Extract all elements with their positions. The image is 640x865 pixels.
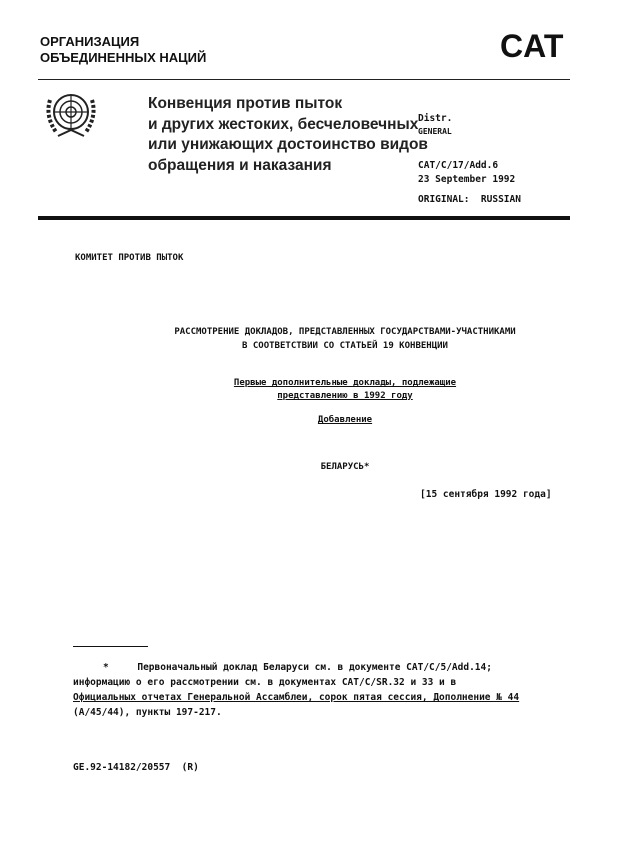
un-emblem-icon (44, 86, 98, 144)
title-line: обращения и наказания (148, 156, 332, 174)
subtitle-line: представлению в 1992 году (277, 391, 413, 401)
title-line: и других жестоких, бесчеловечных (148, 115, 419, 133)
footnote (73, 660, 563, 720)
cat-logo: CAT (500, 28, 564, 64)
received-date: [15 сентября 1992 года] (420, 489, 552, 500)
distribution-label: Distr. (418, 113, 453, 124)
title-line: Конвенция против пыток (148, 95, 343, 112)
header-rule (38, 79, 570, 80)
footnote-rule (73, 646, 148, 647)
org-line: ОРГАНИЗАЦИЯ (40, 34, 140, 49)
country-name: БЕЛАРУСЬ* (320, 462, 370, 472)
footnote-line: информацию о его рассмотрении см. в документах CAT/C/SR.32 и 33 и в (73, 677, 457, 688)
document-date: 23 September 1992 (418, 174, 516, 185)
organization-name (40, 34, 206, 66)
org-line: ОБЪЕДИНЕННЫХ НАЦИЙ (40, 50, 207, 65)
job-number: GE.92-14182/20557 (R) (73, 762, 199, 773)
footnote-line: (A/45/44), пункты 197-217. (73, 707, 222, 718)
title-line: или унижающих достоинство видов (148, 136, 428, 153)
footnote-line: Первоначальный доклад Беларуси см. в документе CAT/C/5/Add.14; (137, 662, 492, 673)
section-heading-line: В СООТВЕТСТВИИ СО СТАТЬЕЙ 19 КОНВЕНЦИИ (242, 341, 448, 351)
subtitle-line: Первые дополнительные доклады, подлежащие (233, 378, 457, 388)
convention-title (148, 94, 428, 176)
footnote-marker: * (103, 662, 109, 673)
section-heading-line: РАССМОТРЕНИЕ ДОКЛАДОВ, ПРЕДСТАВЛЕННЫХ ГОСУДАРСТВАМИ-УЧАСТНИКАМИ (174, 327, 516, 337)
original-language: ORIGINAL: RUSSIAN (418, 194, 521, 205)
addendum-label: Добавление (317, 415, 373, 425)
committee-name: КОМИТЕТ ПРОТИВ ПЫТОК (75, 253, 184, 263)
distribution-value: GENERAL (418, 127, 452, 136)
document-symbol: CAT/C/17/Add.6 (418, 160, 499, 171)
header-thick-rule (38, 216, 570, 220)
footnote-line: Официальных отчетах Генеральной Ассамблеи, сорок пятая сессия, Дополнение № 44 (73, 692, 520, 703)
